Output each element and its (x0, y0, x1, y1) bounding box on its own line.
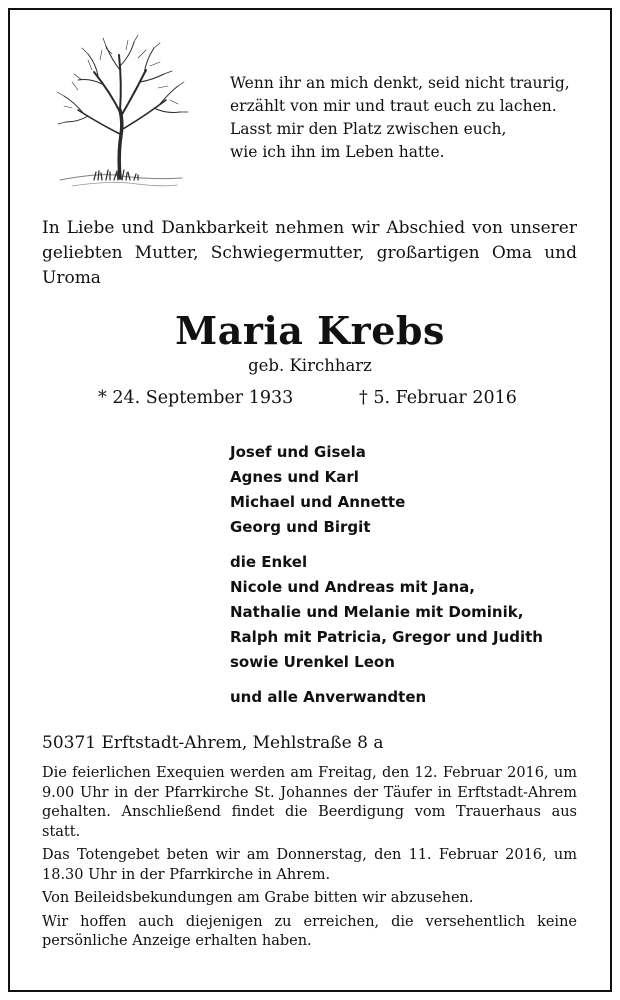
mourner-line: Nicole und Andreas mit Jana, (230, 578, 475, 596)
relatives-line: und alle Anverwandten (230, 688, 427, 706)
condolences-note: Von Beileidsbekundungen am Grabe bitten wir abzusehen. (42, 890, 474, 906)
grandchildren-heading: die Enkel (230, 553, 308, 571)
poem (230, 72, 570, 164)
poem-line: wie ich ihn im Leben hatte. (230, 143, 445, 161)
poem-line: erzählt von mir und traut euch zu lachen. (230, 97, 557, 115)
mourner-line: sowie Urenkel Leon (230, 653, 395, 671)
mourner-line: Ralph mit Patricia, Gregor und Judith (230, 628, 543, 646)
mourning-address: 50371 Erftstadt-Ahrem, Mehlstraße 8 a (42, 733, 384, 753)
intro-text: In Liebe und Dankbarkeit nehmen wir Abschied von unserer geliebten Mutter, Schwiegermutter, großartigen Oma und Uroma (42, 218, 577, 288)
mourner-line: Georg und Birgit (230, 518, 371, 536)
mourner-line: Agnes und Karl (230, 468, 359, 486)
funeral-note: Die feierlichen Exequien werden am Freitag, den 12. Februar 2016, um 9.00 Uhr in der Pfarrkirche St. Johannes der Täufer in Erftstadt-Ahrem gehalten. Anschließend findet die Beerdigung vom Trauerhaus aus statt. (42, 765, 577, 840)
apology-note: Wir hoffen auch diejenigen zu erreichen, die versehentlich keine persönliche Anzeige erhalten haben. (42, 913, 577, 949)
poem-line: Wenn ihr an mich denkt, seid nicht traurig, (230, 74, 570, 92)
mourner-line: Nathalie und Melanie mit Dominik, (230, 603, 524, 621)
poem-line: Lasst mir den Platz zwischen euch, (230, 120, 507, 138)
mourners-list (230, 440, 543, 710)
funeral-notes (42, 764, 577, 956)
birth-date: * 24. September 1933 (98, 388, 294, 408)
mourner-line: Josef und Gisela (230, 443, 366, 461)
prayer-note: Das Totengebet beten wir am Donnerstag, den 11. Februar 2016, um 18.30 Uhr in der Pfarrkirche in Ahrem. (42, 847, 577, 883)
death-date: † 5. Februar 2016 (359, 388, 517, 408)
deceased-name: Maria Krebs (175, 308, 445, 353)
bare-tree-icon (42, 30, 202, 200)
mourner-line: Michael und Annette (230, 493, 406, 511)
birth-name: geb. Kirchharz (248, 356, 372, 375)
